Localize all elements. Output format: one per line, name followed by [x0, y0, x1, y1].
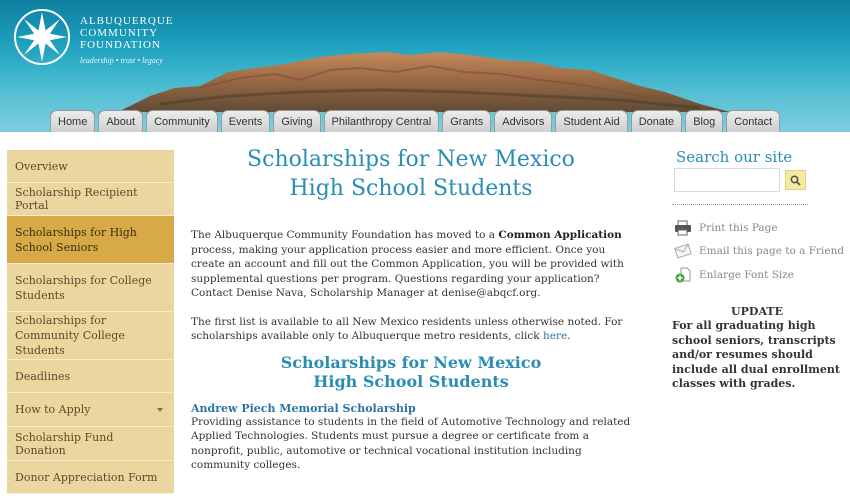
sidebar-item-label: Overview [15, 159, 68, 173]
sidebar-item-label: Scholarships for Community College Students [15, 314, 125, 357]
sidebar-item-label: Scholarship Fund Donation [15, 430, 114, 457]
sidebar-item-how-to-apply[interactable] [7, 393, 174, 427]
nav-grants[interactable]: Grants [442, 110, 491, 132]
page-title-line: Scholarships for New Mexico [247, 147, 575, 172]
envelope-icon [674, 243, 692, 259]
intro-text: process, making your application process easier and more efficient. Once you create an account and fill out the Common Application, you will be provided with supplemental questions per program. Questions regarding your application? Contact Denise Nava, Scholarship Manager at denise@abqcf.org. [191, 243, 624, 299]
enlarge-font-icon [674, 266, 692, 284]
sidebar-item-scholarship-fund-donation[interactable] [7, 427, 174, 461]
residents-text: The first list is available to all New Mexico residents unless otherwise noted. For scholarships available only to Albuquerque metro residents, click [191, 315, 623, 342]
org-name-line: ALBUQUERQUE [80, 15, 174, 27]
main-nav [50, 110, 780, 132]
nav-giving[interactable]: Giving [273, 110, 320, 132]
sidebar-nav [7, 150, 174, 494]
search-button[interactable] [785, 170, 806, 190]
printer-icon [674, 220, 692, 236]
site-header [0, 0, 850, 132]
nav-about[interactable]: About [98, 110, 143, 132]
org-name [80, 15, 174, 51]
nav-advisors[interactable]: Advisors [494, 110, 552, 132]
nav-blog[interactable]: Blog [685, 110, 723, 132]
sidebar-item-label: Scholarship Recipient Portal [15, 186, 138, 212]
section-subtitle-line: Scholarships for New Mexico [280, 352, 542, 372]
sidebar-item-label: Deadlines [15, 369, 71, 383]
sidebar-item-community-college-students[interactable] [7, 312, 174, 360]
search-input[interactable] [674, 168, 780, 192]
sidebar-item-label: Scholarships for College Students [15, 273, 152, 302]
nav-contact[interactable]: Contact [726, 110, 780, 132]
residents-text: . [567, 330, 571, 342]
divider [672, 204, 808, 205]
nav-student-aid[interactable]: Student Aid [555, 110, 627, 132]
enlarge-font-link[interactable] [674, 266, 794, 284]
org-name-line: COMMUNITY [80, 27, 159, 39]
nav-donate[interactable]: Donate [631, 110, 682, 132]
update-heading: UPDATE [731, 305, 783, 318]
sidebar-item-label: Scholarships for High School Seniors [15, 225, 137, 254]
scholarship-description: nonprofit, public, automotive or technical vocational institution including community colleges. [191, 444, 582, 471]
enlarge-font-label: Enlarge Font Size [699, 269, 794, 281]
update-notice: For all graduating high school seniors, transcripts and/or resumes should include all dual enrollment classes with grades. [672, 319, 840, 390]
email-page-label: Email this page to a Friend [699, 245, 845, 257]
section-subtitle-line: High School Students [313, 371, 509, 391]
scholarship-description: Providing assistance to students in the field of Automotive Technology and related Applied Technologies. Students must pursue a degree or certificate from a [191, 415, 631, 442]
sidebar-item-overview[interactable] [7, 150, 174, 183]
nav-home[interactable]: Home [50, 110, 95, 132]
page-title-line: High School Students [289, 176, 533, 201]
section-subtitle [191, 353, 631, 391]
search-icon [790, 175, 801, 186]
nav-philanthropy-central[interactable]: Philanthropy Central [324, 110, 440, 132]
org-tagline: leadership • trust • legacy [80, 56, 163, 65]
right-sidebar [672, 148, 850, 390]
main-content [191, 145, 631, 473]
sidebar-item-donor-appreciation-form[interactable] [7, 461, 174, 494]
nav-events[interactable]: Events [221, 110, 271, 132]
chevron-down-icon[interactable] [157, 408, 163, 412]
print-page-label: Print this Page [699, 222, 778, 234]
sidebar-item-deadlines[interactable] [7, 360, 174, 393]
scholarship-title-link[interactable]: Andrew Piech Memorial Scholarship [191, 401, 416, 415]
sidebar-item-label: How to Apply [15, 403, 91, 416]
page-title [191, 145, 631, 203]
residents-paragraph [191, 315, 631, 344]
search-form [674, 168, 806, 192]
intro-text: The Albuquerque Community Foundation has moved to a [191, 229, 499, 241]
common-application-text: Common Application [498, 229, 622, 241]
intro-paragraph [191, 228, 631, 301]
sidebar-item-high-school-seniors[interactable] [7, 216, 174, 264]
sidebar-item-label: Donor Appreciation Form [15, 470, 158, 484]
foundation-logo-icon[interactable] [13, 9, 71, 65]
sidebar-item-scholarship-recipient-portal[interactable] [7, 183, 174, 216]
sidebar-item-college-students[interactable] [7, 264, 174, 312]
print-page-link[interactable] [674, 220, 778, 236]
metro-residents-link[interactable]: here [542, 330, 568, 342]
org-name-line: FOUNDATION [80, 39, 161, 51]
search-title: Search our site [676, 148, 793, 166]
email-page-link[interactable] [674, 243, 844, 259]
nav-community[interactable]: Community [146, 110, 218, 132]
